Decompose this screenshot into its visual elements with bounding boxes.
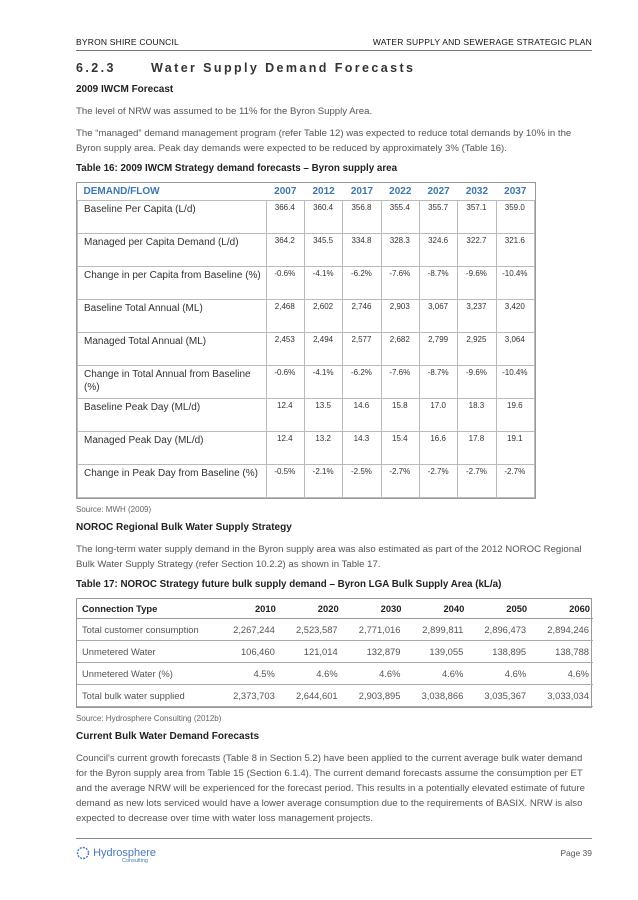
table-cell: 18.3 — [458, 399, 496, 432]
table-cell: 356.8 — [343, 201, 381, 234]
table-cell: 2,267,244 — [216, 619, 279, 641]
table-cell: 13.2 — [304, 432, 342, 465]
table16-header-row — [78, 183, 535, 201]
table-cell: 139,055 — [404, 641, 467, 663]
page-content — [76, 61, 592, 833]
row-label: Unmetered Water (%) — [77, 663, 216, 685]
row-label: Managed Total Annual (ML) — [78, 333, 267, 366]
table-cell: 138,895 — [467, 641, 530, 663]
header-organisation: BYRON SHIRE COUNCIL — [76, 37, 179, 47]
table-cell: 2,903,895 — [342, 685, 405, 707]
table-cell: 2,494 — [304, 333, 342, 366]
table-cell: -10.4% — [496, 366, 534, 399]
table-cell: 2,746 — [343, 300, 381, 333]
table-cell: 2,644,601 — [279, 685, 342, 707]
table16-header-cell: 2007 — [266, 183, 304, 201]
table-cell: 321.6 — [496, 234, 534, 267]
table16-frame — [76, 182, 536, 499]
table-cell: -8.7% — [419, 366, 457, 399]
table-row — [78, 201, 535, 234]
table-row — [78, 267, 535, 300]
table17-header-row — [77, 599, 593, 619]
table-cell: 2,894,246 — [530, 619, 593, 641]
table-cell: 2,682 — [381, 333, 419, 366]
table-cell: 2,925 — [458, 333, 496, 366]
table-row — [78, 234, 535, 267]
table-cell: 2,799 — [419, 333, 457, 366]
table-cell: 15.8 — [381, 399, 419, 432]
table-row — [77, 685, 593, 707]
table-cell: 16.6 — [419, 432, 457, 465]
row-label: Unmetered Water — [77, 641, 216, 663]
table-cell: 360.4 — [304, 201, 342, 234]
table-cell: 2,602 — [304, 300, 342, 333]
table-cell: -4.1% — [304, 366, 342, 399]
table-cell: -10.4% — [496, 267, 534, 300]
table16-header-cell: 2017 — [343, 183, 381, 201]
table-cell: -6.2% — [343, 267, 381, 300]
table-cell: -7.6% — [381, 267, 419, 300]
table16-source: Source: MWH (2009) — [76, 505, 152, 514]
table-cell: 4.6% — [342, 663, 405, 685]
table-cell: 12.4 — [266, 399, 304, 432]
table-cell: 132,879 — [342, 641, 405, 663]
table-cell: 3,067 — [419, 300, 457, 333]
table-cell: 3,064 — [496, 333, 534, 366]
table-cell: 3,038,866 — [404, 685, 467, 707]
table-cell: 2,577 — [343, 333, 381, 366]
table-cell: -7.6% — [381, 366, 419, 399]
noroc-heading: NOROC Regional Bulk Water Supply Strategy — [76, 522, 292, 533]
table-cell: 2,771,016 — [342, 619, 405, 641]
row-label: Managed Peak Day (ML/d) — [78, 432, 267, 465]
table-cell: -2.1% — [304, 465, 342, 498]
table-cell: 13.5 — [304, 399, 342, 432]
table17-header-cell: 2060 — [530, 599, 593, 619]
row-label: Change in Peak Day from Baseline (%) — [78, 465, 267, 498]
row-label: Baseline Total Annual (ML) — [78, 300, 267, 333]
table16-header-cell: 2032 — [458, 183, 496, 201]
table-cell: 17.0 — [419, 399, 457, 432]
table-cell: 324.6 — [419, 234, 457, 267]
row-label: Change in per Capita from Baseline (%) — [78, 267, 267, 300]
table-cell: -0.5% — [266, 465, 304, 498]
table-cell: 357.1 — [458, 201, 496, 234]
iwcm-heading: 2009 IWCM Forecast — [76, 84, 174, 95]
table-cell: -0.6% — [266, 267, 304, 300]
table-cell: 17.8 — [458, 432, 496, 465]
table-row — [78, 300, 535, 333]
table-row — [78, 465, 535, 498]
table-cell: 4.5% — [216, 663, 279, 685]
table-cell: 334.8 — [343, 234, 381, 267]
row-label: Change in Total Annual from Baseline (%) — [78, 366, 267, 399]
table-cell: 138,788 — [530, 641, 593, 663]
table17-header-cell: 2050 — [467, 599, 530, 619]
row-label: Baseline Per Capita (L/d) — [78, 201, 267, 234]
table-cell: -4.1% — [304, 267, 342, 300]
table-cell: 2,903 — [381, 300, 419, 333]
row-label: Total customer consumption — [77, 619, 216, 641]
table-cell: 328.3 — [381, 234, 419, 267]
table16 — [77, 183, 535, 498]
table-row — [78, 366, 535, 399]
table17-header-cell: 2020 — [279, 599, 342, 619]
table16-caption: Table 16: 2009 IWCM Strategy demand forecasts – Byron supply area — [76, 163, 398, 174]
table17 — [77, 599, 593, 707]
table-cell: -6.2% — [343, 366, 381, 399]
table17-header-cell: 2040 — [404, 599, 467, 619]
table17-source: Source: Hydrosphere Consulting (2012b) — [76, 714, 222, 723]
table-row — [77, 619, 593, 641]
noroc-paragraph: The long-term water supply demand in the Byron supply area was also estimated as part of the 2012 NOROC Regional Bulk Water Supply Strategy (refer Section 10.2.2) as shown in Table 17. — [76, 544, 582, 570]
table-cell: 2,523,587 — [279, 619, 342, 641]
current-paragraph: Council's current growth forecasts (Table 8 in Section 5.2) have been applied to the current average bulk water demand for the Byron supply area from Table 15 (Section 6.1.4). The current demand forecasts assume the consumption per ET and the average NRW will be experienced for the forecast period. This results in a potentially elevated estimate of future demand as new lots serviced would have a lower average consumption due to the requirements of BASIX. NRW is also expected to decrease over time with water loss management projects. — [76, 753, 585, 824]
table-cell: -8.7% — [419, 267, 457, 300]
table-cell: 12.4 — [266, 432, 304, 465]
table-cell: 15.4 — [381, 432, 419, 465]
table16-header-cell: 2037 — [496, 183, 534, 201]
table-row — [78, 333, 535, 366]
table-cell: 3,237 — [458, 300, 496, 333]
table16-header-cell: 2027 — [419, 183, 457, 201]
table-cell: 4.6% — [467, 663, 530, 685]
table-cell: -9.6% — [458, 267, 496, 300]
table-cell: 3,035,367 — [467, 685, 530, 707]
table16-header-cell: 2012 — [304, 183, 342, 201]
table-cell: 2,373,703 — [216, 685, 279, 707]
row-label: Total bulk water supplied — [77, 685, 216, 707]
table-cell: 14.3 — [343, 432, 381, 465]
table-cell: 14.6 — [343, 399, 381, 432]
table17-caption: Table 17: NOROC Strategy future bulk supply demand – Byron LGA Bulk Supply Area (kL/a) — [76, 579, 502, 590]
table-cell: -9.6% — [458, 366, 496, 399]
table16-header-cell: 2022 — [381, 183, 419, 201]
table-cell: 4.6% — [279, 663, 342, 685]
table-cell: -2.7% — [496, 465, 534, 498]
table-cell: 106,460 — [216, 641, 279, 663]
table-cell: 2,899,811 — [404, 619, 467, 641]
table-cell: 2,453 — [266, 333, 304, 366]
table-cell: -2.7% — [419, 465, 457, 498]
table17-header-cell: Connection Type — [77, 599, 216, 619]
table-cell: 121,014 — [279, 641, 342, 663]
table-cell: -0.6% — [266, 366, 304, 399]
logo-subtext: Consulting — [122, 858, 148, 864]
table-cell: 322.7 — [458, 234, 496, 267]
table-cell: 19.6 — [496, 399, 534, 432]
hydrosphere-logo-icon — [76, 846, 90, 860]
table-cell: 3,420 — [496, 300, 534, 333]
page-footer — [76, 838, 592, 863]
table-cell: 355.4 — [381, 201, 419, 234]
table-cell: 364.2 — [266, 234, 304, 267]
table-cell: 4.6% — [530, 663, 593, 685]
current-heading: Current Bulk Water Demand Forecasts — [76, 731, 260, 742]
table-cell: -2.5% — [343, 465, 381, 498]
table17-frame — [76, 598, 592, 708]
table-cell: 19.1 — [496, 432, 534, 465]
table-cell: 359.0 — [496, 201, 534, 234]
page-header — [76, 36, 592, 51]
table-row — [77, 641, 593, 663]
table17-header-cell: 2010 — [216, 599, 279, 619]
table-row — [78, 399, 535, 432]
logo-text: Hydrosphere — [93, 846, 157, 859]
section-title: 6.2.3 Water Supply Demand Forecasts — [76, 61, 416, 75]
table-row — [78, 432, 535, 465]
table-cell: 2,896,473 — [467, 619, 530, 641]
table-row — [77, 663, 593, 685]
table-cell: 2,468 — [266, 300, 304, 333]
table16-header-cell: DEMAND/FLOW — [78, 183, 267, 201]
table-cell: 4.6% — [404, 663, 467, 685]
row-label: Managed per Capita Demand (L/d) — [78, 234, 267, 267]
table-cell: 345.5 — [304, 234, 342, 267]
hydrosphere-logo — [76, 846, 156, 864]
iwcm-paragraph-1: The level of NRW was assumed to be 11% for the Byron Supply Area. — [76, 106, 373, 117]
iwcm-paragraph-2: The “managed” demand management program (refer Table 12) was expected to reduce total demands by 10% in the Byron supply area. Peak day demands were expected to be reduced by approximately 3% (Table 16). — [76, 128, 572, 154]
table-cell: 3,033,034 — [530, 685, 593, 707]
table-cell: 366.4 — [266, 201, 304, 234]
page-number: Page 39 — [560, 848, 592, 858]
row-label: Baseline Peak Day (ML/d) — [78, 399, 267, 432]
header-document-title: WATER SUPPLY AND SEWERAGE STRATEGIC PLAN — [372, 37, 592, 47]
table-cell: -2.7% — [458, 465, 496, 498]
table17-header-cell: 2030 — [342, 599, 405, 619]
table-cell: 355.7 — [419, 201, 457, 234]
table-cell: -2.7% — [381, 465, 419, 498]
